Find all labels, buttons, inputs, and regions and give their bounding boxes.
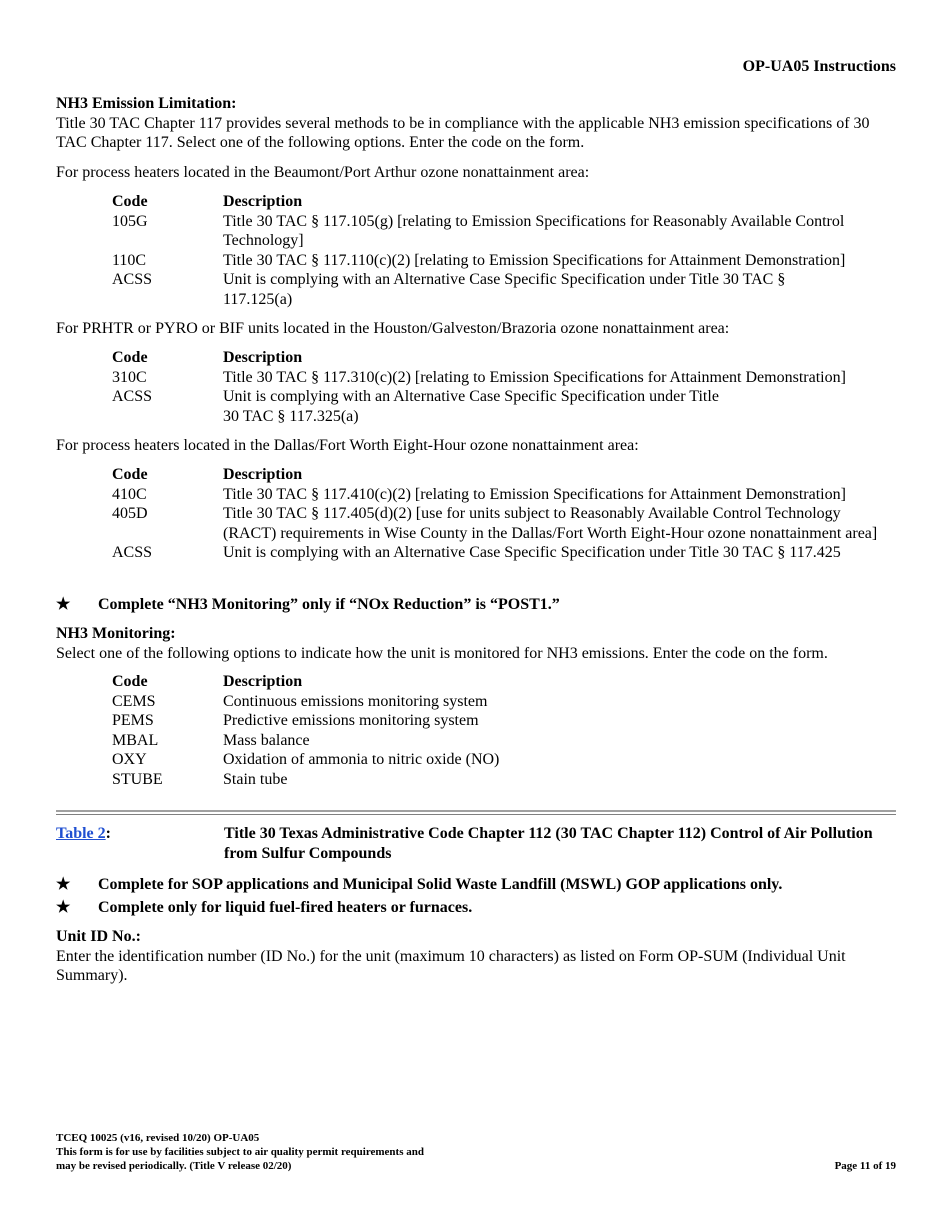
table2-ref <box>56 824 111 844</box>
table-header-row <box>112 192 896 212</box>
table-row <box>112 731 896 751</box>
bpa-code-table <box>112 192 896 309</box>
dfw-label <box>56 436 896 456</box>
table2-colon: : <box>105 825 111 842</box>
hgb-code-table <box>112 348 896 426</box>
section-divider-thin <box>56 814 896 815</box>
table-row <box>112 504 896 543</box>
desc-cell: Mass balance <box>223 731 310 749</box>
table-row <box>112 770 896 790</box>
hgb-code-table-wrap <box>56 348 896 426</box>
code-cell: 105G <box>112 212 148 230</box>
desc-cell: Unit is complying with an Alternative Case Specific Specification under Title 30 TAC § 117.125(a) <box>223 271 786 308</box>
desc-cell: Oxidation of ammonia to nitric oxide (NO) <box>223 751 500 768</box>
col-code-header: Code <box>112 193 148 210</box>
star-note-text: Complete “NH3 Monitoring” only if “NOx Reduction” is “POST1.” <box>98 596 560 613</box>
table-row <box>112 485 896 505</box>
dfw-code-table-wrap <box>56 465 896 563</box>
unit-id-heading: Unit ID No.: <box>56 928 141 945</box>
code-cell: OXY <box>112 751 147 768</box>
code-cell: 410C <box>112 485 147 503</box>
unit-id-section <box>56 927 896 986</box>
code-cell: MBAL <box>112 731 159 749</box>
page-number: Page 11 of 19 <box>834 1160 896 1172</box>
table-row <box>112 387 896 426</box>
table-row <box>112 270 896 309</box>
table-header-row <box>112 348 896 368</box>
hgb-label <box>56 319 896 339</box>
code-cell: PEMS <box>112 712 154 729</box>
code-cell: 310C <box>112 368 147 386</box>
bpa-label <box>56 163 896 183</box>
star-icon: ★ <box>56 899 71 916</box>
desc-cell: Title 30 TAC § 117.405(d)(2) [use for units subject to Reasonably Available Control Technology (RACT) requirements in Wise County in the Dallas/Fort Worth Eight-Hour ozone nonattainment area] <box>223 505 878 542</box>
desc-cell: Title 30 TAC § 117.410(c)(2) [relating to Emission Specifications for Attainment Demonstration] <box>223 485 846 503</box>
nh3-emission-section <box>56 94 896 153</box>
nh3-emission-heading: NH3 Emission Limitation: <box>56 95 237 112</box>
table-header-row <box>112 465 896 485</box>
col-desc-header: Description <box>223 466 303 483</box>
footer-notice-2: may be revised periodically. (Title V release 02/20) <box>56 1160 292 1172</box>
bpa-code-table-wrap <box>56 192 896 309</box>
table2-title: Title 30 Texas Administrative Code Chapter 112 (30 TAC Chapter 112) Control of Air Pollution from Sulfur Compounds <box>224 825 873 862</box>
desc-cell: Predictive emissions monitoring system <box>223 712 479 729</box>
desc-cell: Title 30 TAC § 117.110(c)(2) [relating to Emission Specifications for Attainment Demonstration] <box>223 251 846 269</box>
table-row <box>112 692 896 712</box>
star-note-text: Complete for SOP applications and Municipal Solid Waste Landfill (MSWL) GOP applications only. <box>98 876 783 893</box>
table-row <box>112 251 896 271</box>
desc-cell: Stain tube <box>223 770 288 788</box>
col-desc-header: Description <box>223 349 303 366</box>
col-code-header: Code <box>112 349 148 366</box>
page-header-title: OP-UA05 Instructions <box>742 58 896 75</box>
code-cell: 405D <box>112 505 148 522</box>
nh3-monitoring-table <box>112 672 896 789</box>
footer-form-id: TCEQ 10025 (v16, revised 10/20) OP-UA05 <box>56 1132 260 1144</box>
table-row <box>112 711 896 731</box>
footer-notice-1: This form is for use by facilities subject to air quality permit requirements and <box>56 1146 424 1158</box>
table-row <box>112 543 896 563</box>
star-note-sop <box>56 875 896 895</box>
desc-cell: Unit is complying with an Alternative Case Specific Specification under Title 30 TAC § 117.425 <box>223 544 841 561</box>
star-note-nh3-monitoring <box>56 595 896 615</box>
page-footer <box>56 1131 424 1173</box>
code-cell: STUBE <box>112 770 163 788</box>
table-row <box>112 750 896 770</box>
desc-cell: Title 30 TAC § 117.310(c)(2) [relating to Emission Specifications for Attainment Demonstration] <box>223 368 846 386</box>
nh3-monitoring-intro: Select one of the following options to indicate how the unit is monitored for NH3 emissions. Enter the code on the form. <box>56 644 828 662</box>
col-desc-header: Description <box>223 193 303 210</box>
col-code-header: Code <box>112 673 148 690</box>
nh3-monitoring-heading: NH3 Monitoring: <box>56 625 176 642</box>
table-header-row <box>112 672 896 692</box>
star-note-liquid <box>56 898 896 918</box>
code-cell: ACSS <box>112 271 153 288</box>
code-cell: ACSS <box>112 544 153 561</box>
code-cell: ACSS <box>112 388 153 405</box>
code-cell: 110C <box>112 251 147 269</box>
hgb-label-text: For PRHTR or PYRO or BIF units located in the Houston/Galveston/Brazoria ozone nonattainment area: <box>56 320 730 337</box>
desc-cell: Unit is complying with an Alternative Case Specific Specification under Title 30 TAC § 117.325(a) <box>223 388 719 425</box>
table-row <box>112 212 896 251</box>
unit-id-text: Enter the identification number (ID No.) for the unit (maximum 10 characters) as listed on Form OP-SUM (Individual Unit Summary). <box>56 947 846 984</box>
star-icon: ★ <box>56 876 71 893</box>
code-cell: CEMS <box>112 692 156 710</box>
table2-link[interactable]: Table 2 <box>56 825 106 842</box>
star-icon: ★ <box>56 596 71 613</box>
desc-cell: Continuous emissions monitoring system <box>223 692 488 710</box>
dfw-code-table <box>112 465 896 563</box>
nh3-monitoring-table-wrap <box>56 672 896 789</box>
bpa-label-text: For process heaters located in the Beaumont/Port Arthur ozone nonattainment area: <box>56 164 590 181</box>
col-desc-header: Description <box>223 673 303 690</box>
desc-cell: Title 30 TAC § 117.105(g) [relating to Emission Specifications for Reasonably Available Control Technology] <box>223 212 845 249</box>
col-code-header: Code <box>112 466 148 483</box>
dfw-label-text: For process heaters located in the Dallas/Fort Worth Eight-Hour ozone nonattainment area: <box>56 437 639 454</box>
nh3-emission-intro: Title 30 TAC Chapter 117 provides several methods to be in compliance with the applicable NH3 emission specifications of 30 TAC Chapter 117. Select one of the following options. Enter the code on the form. <box>56 114 870 151</box>
table-row <box>112 368 896 388</box>
section-divider <box>56 810 896 812</box>
star-note-text: Complete only for liquid fuel-fired heaters or furnaces. <box>98 899 473 916</box>
nh3-monitoring-section <box>56 624 896 663</box>
